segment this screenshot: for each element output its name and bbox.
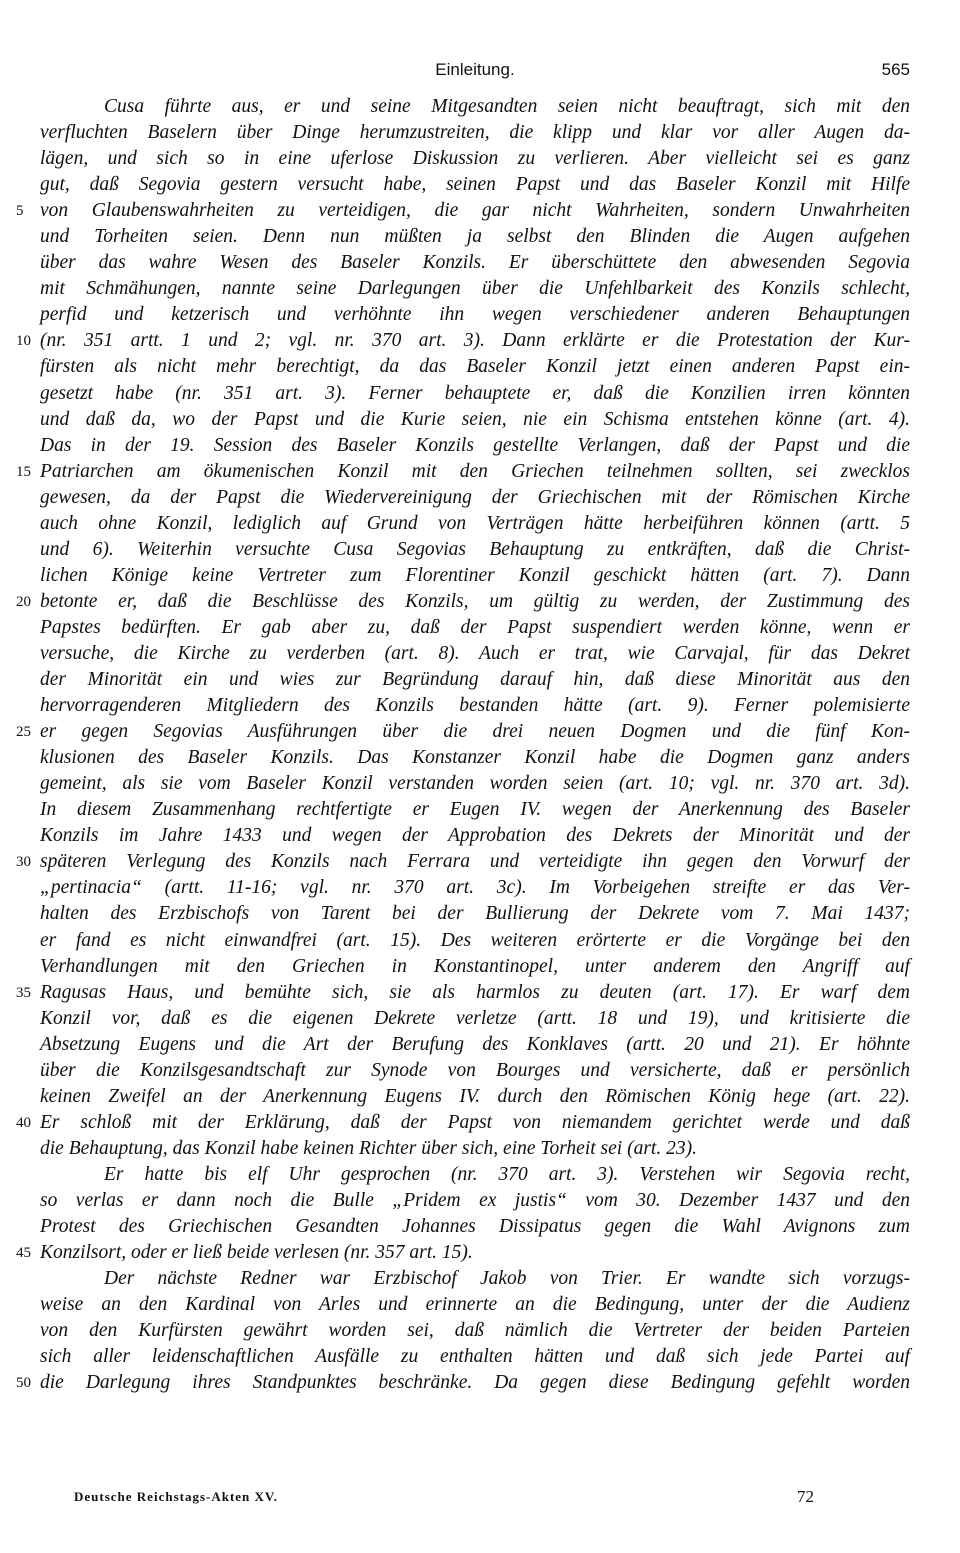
line-number: 50 bbox=[16, 1375, 31, 1392]
text-line bbox=[16, 589, 910, 615]
text-line bbox=[16, 1240, 910, 1266]
text-line bbox=[40, 433, 910, 459]
text-line bbox=[40, 146, 910, 172]
text-line bbox=[40, 901, 910, 927]
text-line bbox=[40, 667, 910, 693]
text-line bbox=[40, 120, 910, 146]
text-line bbox=[40, 537, 910, 563]
line-text: und daß da, wo der Papst und die Kurie seien, nie ein Schisma entstehen könne (art. 4). bbox=[40, 408, 910, 430]
line-number: 25 bbox=[16, 724, 31, 741]
text-line bbox=[40, 485, 910, 511]
text-line bbox=[16, 849, 910, 875]
line-number: 20 bbox=[16, 593, 31, 610]
text-line bbox=[40, 302, 910, 328]
line-text: mit Schmähungen, nannte seine Darlegungen über die Unfehlbarkeit des Konzils schlecht, bbox=[40, 278, 910, 300]
line-text: lägen, und sich so in eine uferlose Diskussion zu verlieren. Aber vielleicht sei es ganz bbox=[40, 148, 910, 170]
line-text: über die Konzilsgesandtschaft zur Synode von Bourges und versicherte, daß er persönlich bbox=[40, 1059, 910, 1081]
line-text: gewesen, da der Papst die Wiedervereinigung der Griechischen mit der Römischen Kirche bbox=[40, 486, 910, 508]
text-line bbox=[40, 224, 910, 250]
text-line bbox=[16, 719, 910, 745]
line-text: Protest des Griechischen Gesandten Johannes Dissipatus gegen die Wahl Avignons zum bbox=[40, 1216, 910, 1238]
text-line bbox=[16, 328, 910, 354]
text-line bbox=[40, 1058, 910, 1084]
line-text: und 6). Weiterhin versuchte Cusa Segovias Behauptung zu entkräften, daß die Christ- bbox=[40, 538, 910, 560]
signature-mark: 72 bbox=[797, 1487, 814, 1506]
line-text: er fand es nicht einwandfrei (art. 15). Des weiteren erörterte er die Vorgänge bei den bbox=[40, 929, 910, 951]
text-line bbox=[40, 250, 910, 276]
line-text: Ragusas Haus, und bemühte sich, sie als harmlos zu deuten (art. 17). Er warf dem bbox=[40, 981, 910, 1003]
text-line bbox=[40, 1136, 910, 1162]
line-number: 40 bbox=[16, 1114, 31, 1131]
line-text: In diesem Zusammenhang rechtfertigte er Eugen IV. wegen der Anerkennung des Baseler bbox=[40, 799, 910, 821]
line-text: perfid und ketzerisch und verhöhnte ihn wegen verschiedener anderen Behauptungen bbox=[40, 304, 910, 326]
text-line bbox=[40, 641, 910, 667]
text-line bbox=[40, 693, 910, 719]
text-line bbox=[16, 1110, 910, 1136]
line-text: weise an den Kardinal von Arles und erinnerte an die Bedingung, unter der die Audienz bbox=[40, 1294, 910, 1316]
line-text: Konzil vor, daß es die eigenen Dekrete verletze (artt. 18 und 19), und kritisierte die bbox=[40, 1007, 910, 1029]
line-text: gemeint, als sie vom Baseler Konzil verstanden worden seien (art. 10; vgl. nr. 370 art. 3d). bbox=[40, 773, 910, 795]
line-text: der Minorität ein und wies zur Begründung darauf hin, daß diese Minorität aus den bbox=[40, 669, 910, 691]
line-text: fürsten als nicht mehr berechtigt, da das Baseler Konzil jetzt einen anderen Papst ein- bbox=[40, 356, 910, 378]
line-text: Er hatte bis elf Uhr gesprochen (nr. 370 art. 3). Verstehen wir Segovia recht, bbox=[104, 1163, 910, 1185]
line-number: 30 bbox=[16, 854, 31, 871]
line-number: 15 bbox=[16, 463, 31, 480]
text-line bbox=[40, 823, 910, 849]
text-line bbox=[16, 1370, 910, 1396]
text-line bbox=[16, 980, 910, 1006]
line-text: die Darlegung ihres Standpunktes beschränke. Da gegen diese Bedingung gefehlt worden bbox=[40, 1372, 910, 1394]
line-text: (nr. 351 artt. 1 und 2; vgl. nr. 370 art. 3). Dann erklärte er die Protestation der Kur- bbox=[40, 330, 910, 352]
text-line bbox=[40, 354, 910, 380]
line-text: „pertinacia“ (artt. 11-16; vgl. nr. 370 art. 3c). Im Vorbeigehen streifte er das Ver- bbox=[40, 877, 910, 899]
line-number: 35 bbox=[16, 984, 31, 1001]
line-text: halten des Erzbischofs von Tarent bei der Bullierung der Dekrete vom 7. Mai 1437; bbox=[40, 903, 910, 925]
line-text: Patriarchen am ökumenischen Konzil mit den Griechen teilnehmen sollten, sei zwecklos bbox=[40, 460, 910, 482]
line-number: 10 bbox=[16, 333, 31, 350]
text-line bbox=[40, 1292, 910, 1318]
text-line bbox=[40, 1344, 910, 1370]
text-line bbox=[40, 1162, 910, 1188]
line-text: Cusa führte aus, er und seine Mitgesandten seien nicht beauftragt, sich mit den bbox=[104, 96, 910, 117]
line-text: Absetzung Eugens und die Art der Berufung des Konklaves (artt. 20 und 21). Er höhnte bbox=[40, 1033, 910, 1055]
line-text: Verhandlungen mit den Griechen in Konstantinopel, unter anderem den Angriff auf bbox=[40, 955, 910, 977]
line-text: über das wahre Wesen des Baseler Konzils. Er überschüttete den abwesenden Segovia bbox=[40, 252, 910, 274]
running-header bbox=[40, 60, 910, 84]
text-line bbox=[40, 94, 910, 120]
line-text: Konzilsort, oder er ließ beide verlesen (nr. 357 art. 15). bbox=[40, 1242, 473, 1264]
text-line bbox=[40, 615, 910, 641]
line-text: keinen Zweifel an der Anerkennung Eugens IV. durch den Römischen König hege (art. 22). bbox=[40, 1085, 910, 1107]
line-text: und Torheiten seien. Denn nun müßten ja selbst den Blinden die Augen aufgehen bbox=[40, 226, 910, 248]
line-text: von den Kurfürsten gewährt worden sei, daß nämlich die Vertreter der beiden Parteien bbox=[40, 1320, 910, 1342]
text-line bbox=[40, 875, 910, 901]
line-text: versuche, die Kirche zu verderben (art. 8). Auch er trat, wie Carvajal, für das Dekret bbox=[40, 642, 910, 664]
line-text: klusionen des Baseler Konzils. Das Konstanzer Konzil habe die Dogmen ganz anders bbox=[40, 747, 910, 769]
line-text: Der nächste Redner war Erzbischof Jakob von Trier. Er wandte sich vorzugs- bbox=[104, 1268, 910, 1290]
line-text: sich aller leidenschaftlichen Ausfälle zu enthalten hätten und daß sich jede Partei auf bbox=[40, 1346, 910, 1368]
line-text: von Glaubenswahrheiten zu verteidigen, die gar nicht Wahrheiten, sondern Unwahrheiten bbox=[40, 200, 910, 222]
line-text: betonte er, daß die Beschlüsse des Konzils, um gültig zu werden, der Zustimmung des bbox=[40, 590, 910, 612]
text-line bbox=[40, 745, 910, 771]
line-text: hervorragenderen Mitgliedern des Konzils bestanden hätte (art. 9). Ferner polemisierte bbox=[40, 695, 910, 717]
text-line bbox=[16, 198, 910, 224]
text-line bbox=[40, 1032, 910, 1058]
body-text bbox=[16, 94, 910, 1396]
line-text: Papstes bedürften. Er gab aber zu, daß der Papst suspendiert werden könne, wenn er bbox=[40, 616, 910, 638]
line-text: Er schloß mit der Erklärung, daß der Papst von niemandem gerichtet werde und daß bbox=[40, 1111, 910, 1133]
text-line bbox=[40, 954, 910, 980]
page-number: 565 bbox=[881, 60, 910, 79]
text-line bbox=[40, 563, 910, 589]
text-line bbox=[40, 797, 910, 823]
text-line bbox=[40, 381, 910, 407]
running-title: Einleitung. bbox=[435, 60, 515, 79]
line-text: lichen Könige keine Vertreter zum Florentiner Konzil geschickt hätten (art. 7). Dann bbox=[40, 564, 910, 586]
text-line bbox=[40, 1318, 910, 1344]
text-line bbox=[40, 1006, 910, 1032]
text-line bbox=[40, 407, 910, 433]
line-text: gut, daß Segovia gestern versucht habe, seinen Papst und das Baseler Konzil mit Hilfe bbox=[40, 174, 910, 196]
text-line bbox=[40, 1188, 910, 1214]
line-number: 45 bbox=[16, 1245, 31, 1262]
text-line bbox=[40, 1214, 910, 1240]
text-line bbox=[16, 459, 910, 485]
text-line bbox=[40, 928, 910, 954]
line-text: die Behauptung, das Konzil habe keinen Richter über sich, eine Torheit sei (art. 23). bbox=[40, 1137, 697, 1159]
text-line bbox=[40, 511, 910, 537]
line-text: gesetzt habe (nr. 351 art. 3). Ferner behauptete er, daß die Konzilien irren könnten bbox=[40, 382, 910, 404]
text-line bbox=[40, 172, 910, 198]
text-line bbox=[40, 771, 910, 797]
source-line: Deutsche Reichstags-Akten XV. bbox=[74, 1489, 278, 1504]
line-number: 5 bbox=[16, 203, 24, 220]
line-text: so verlas er dann noch die Bulle „Pridem ex justis“ vom 30. Dezember 1437 und den bbox=[40, 1189, 910, 1211]
line-text: verfluchten Baselern über Dinge herumzustreiten, die klipp und klar vor aller Augen da- bbox=[40, 122, 910, 144]
line-text: späteren Verlegung des Konzils nach Ferrara und verteidigte ihn gegen den Vorwurf der bbox=[40, 851, 910, 873]
page-footer bbox=[74, 1489, 814, 1513]
line-text: Konzils im Jahre 1433 und wegen der Approbation des Dekrets der Minorität und der bbox=[40, 825, 910, 847]
line-text: auch ohne Konzil, lediglich auf Grund von Verträgen hätte herbeiführen können (artt. 5 bbox=[40, 512, 910, 534]
text-line bbox=[40, 1084, 910, 1110]
line-text: Das in der 19. Session des Baseler Konzils gestellte Verlangen, daß der Papst und die bbox=[40, 434, 910, 456]
line-text: er gegen Segovias Ausführungen über die drei neuen Dogmen und die fünf Kon- bbox=[40, 721, 910, 743]
text-line bbox=[40, 1266, 910, 1292]
text-line bbox=[40, 276, 910, 302]
